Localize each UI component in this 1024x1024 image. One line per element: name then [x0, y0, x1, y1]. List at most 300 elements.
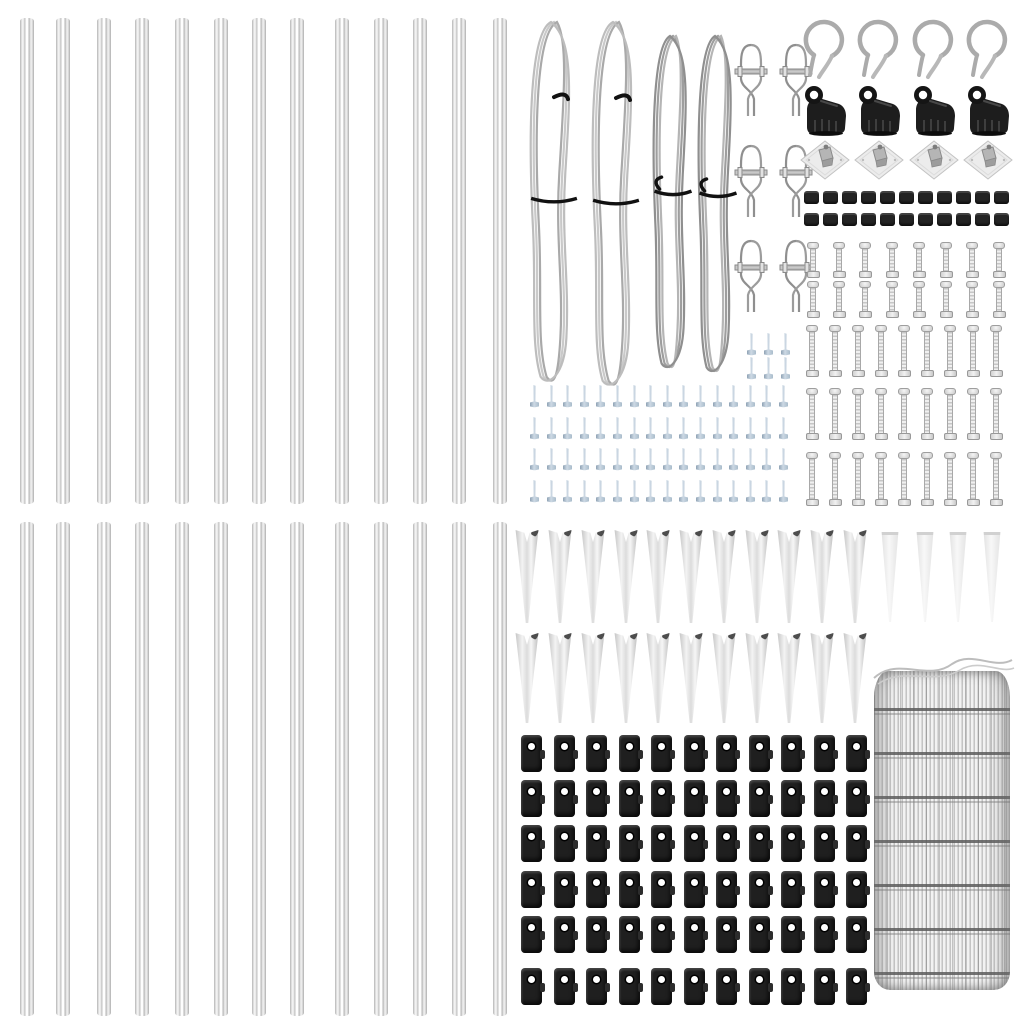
screw [580, 480, 589, 503]
hex-bolt-short-shaft [996, 249, 1002, 271]
mesh-clip [521, 871, 542, 908]
steel-post [493, 522, 507, 1016]
screw [779, 480, 788, 503]
steel-post [374, 18, 388, 504]
round-pipe-clamp-icon [856, 17, 900, 79]
hex-bolt-short-shaft [836, 249, 842, 271]
black-square-plug [956, 213, 971, 226]
black-post-cap-icon [910, 84, 956, 136]
hex-bolt-short [858, 242, 872, 278]
hex-bolt-long-shaft [970, 395, 976, 433]
mesh-clip [554, 780, 575, 817]
hex-bolt-long-nut [898, 499, 911, 506]
hex-bolt-short-shaft [943, 288, 949, 311]
screw [646, 417, 655, 440]
ground-spike [744, 530, 770, 623]
ground-spike [809, 633, 835, 723]
hex-bolt-short-head [940, 242, 952, 249]
hex-bolt-short [885, 242, 899, 278]
steel-post [135, 18, 149, 504]
mesh-clip [619, 780, 640, 817]
hex-bolt-short-nut [807, 271, 820, 278]
steel-post [56, 18, 70, 504]
hex-bolt-short-head [833, 242, 845, 249]
tension-wire-coil-icon [652, 32, 694, 372]
mesh-clip [716, 780, 737, 817]
black-square-plug [899, 191, 914, 204]
mesh-clip [749, 871, 770, 908]
hex-bolt-short-head [807, 242, 819, 249]
screw [679, 385, 688, 408]
hex-bolt-long [805, 452, 819, 506]
ground-spike [678, 530, 704, 623]
screw [746, 448, 755, 471]
screw [646, 448, 655, 471]
steel-post [335, 18, 349, 504]
screw [530, 417, 539, 440]
hex-bolt-short-head [966, 242, 978, 249]
hex-bolt-long-head [806, 452, 818, 459]
ground-spike [776, 530, 802, 623]
hex-bolt-long [874, 452, 888, 506]
black-square-plug [956, 191, 971, 204]
hex-bolt-long [966, 452, 980, 506]
hex-bolt-long-nut [944, 433, 957, 440]
mesh-clip [554, 871, 575, 908]
hex-bolt-long-shaft [809, 332, 815, 370]
mesh-clip [521, 735, 542, 772]
hex-bolt-long [851, 388, 865, 440]
hex-bolt-short-nut [886, 271, 899, 278]
mesh-clip [521, 825, 542, 862]
mesh-clip [586, 780, 607, 817]
hex-bolt-long-shaft [993, 459, 999, 499]
hex-bolt-short-head [886, 281, 898, 288]
steel-post [20, 18, 34, 504]
hex-bolt-long-head [921, 325, 933, 332]
mesh-clip [651, 968, 672, 1005]
screw [781, 357, 790, 380]
screw [696, 448, 705, 471]
screw [630, 417, 639, 440]
mesh-clip [521, 968, 542, 1005]
ground-spike-faded [948, 532, 968, 622]
screw [713, 480, 722, 503]
steel-post [493, 18, 507, 504]
steel-post [214, 18, 228, 504]
hex-bolt-short-shaft [810, 249, 816, 271]
black-square-plug [880, 213, 895, 226]
hex-bolt-long [989, 452, 1003, 506]
steel-post [214, 522, 228, 1016]
screw [746, 480, 755, 503]
hex-bolt-long-head [875, 325, 887, 332]
steel-post [413, 522, 427, 1016]
mesh-clip [684, 825, 705, 862]
hex-bolt-long-shaft [855, 459, 861, 499]
hex-bolt-short-shaft [889, 288, 895, 311]
round-pipe-clamp-icon [802, 17, 846, 79]
hex-bolt-long-head [806, 325, 818, 332]
hex-bolt-long-head [967, 388, 979, 395]
hex-bolt-long [966, 325, 980, 377]
mesh-clip [814, 871, 835, 908]
screw [762, 385, 771, 408]
screw [547, 480, 556, 503]
hex-bolt-long-nut [829, 370, 842, 377]
screw [596, 448, 605, 471]
screw [530, 480, 539, 503]
hex-bolt-long-shaft [809, 459, 815, 499]
black-square-plug [937, 191, 952, 204]
screw [547, 385, 556, 408]
hex-bolt-short-nut [833, 271, 846, 278]
hex-bolt-short-shaft [996, 288, 1002, 311]
screw [746, 417, 755, 440]
anchor-base-plate-icon [853, 139, 905, 183]
hex-bolt-long-head [990, 388, 1002, 395]
hex-bolt-short-head [859, 242, 871, 249]
screw [747, 333, 756, 356]
mesh-clip [814, 780, 835, 817]
black-square-plug [937, 213, 952, 226]
screw [713, 385, 722, 408]
hex-bolt-long-head [875, 452, 887, 459]
hex-bolt-short [912, 281, 926, 318]
hex-bolt-long-shaft [855, 395, 861, 433]
mesh-clip [814, 825, 835, 862]
round-pipe-clamp-icon [965, 17, 1009, 79]
ground-spike [744, 633, 770, 723]
mesh-clip [781, 825, 802, 862]
anchor-base-plate-icon [908, 139, 960, 183]
hex-bolt-long [874, 325, 888, 377]
mesh-clip [846, 871, 867, 908]
mesh-clip [749, 735, 770, 772]
mesh-clip [554, 968, 575, 1005]
screw [746, 385, 755, 408]
mesh-clip [586, 968, 607, 1005]
hex-bolt-long-shaft [832, 395, 838, 433]
mesh-clip [684, 780, 705, 817]
hex-bolt-short-head [993, 281, 1005, 288]
hex-bolt-long [943, 388, 957, 440]
ground-spike [645, 633, 671, 723]
mesh-clip [619, 735, 640, 772]
hex-bolt-long-nut [921, 433, 934, 440]
hex-bolt-short-shaft [916, 288, 922, 311]
hex-bolt-short-head [966, 281, 978, 288]
steel-post [452, 18, 466, 504]
hex-bolt-long-head [829, 325, 841, 332]
ground-spike [776, 633, 802, 723]
screw [646, 385, 655, 408]
mesh-clip [846, 968, 867, 1005]
hex-bolt-long-nut [875, 370, 888, 377]
hex-bolt-long-head [829, 452, 841, 459]
black-square-plug [861, 191, 876, 204]
hex-bolt-long-head [829, 388, 841, 395]
steel-post [135, 522, 149, 1016]
hex-bolt-long-nut [829, 433, 842, 440]
ground-spike [514, 633, 540, 723]
ground-spike [842, 633, 868, 723]
mesh-clip [716, 968, 737, 1005]
hex-bolt-long-head [898, 452, 910, 459]
screw [762, 448, 771, 471]
hex-bolt-long-head [990, 452, 1002, 459]
hex-bolt-long-shaft [924, 332, 930, 370]
hex-bolt-long-head [990, 325, 1002, 332]
hex-bolt-long-shaft [924, 395, 930, 433]
black-square-plug [975, 191, 990, 204]
mesh-clip [781, 735, 802, 772]
hex-bolt-long-head [921, 388, 933, 395]
mesh-clip [716, 825, 737, 862]
hex-bolt-long [828, 325, 842, 377]
hex-bolt-long-nut [921, 370, 934, 377]
screw [679, 448, 688, 471]
black-square-plug [823, 191, 838, 204]
ground-spike [842, 530, 868, 623]
hex-bolt-short-nut [886, 311, 899, 318]
mesh-clip [749, 968, 770, 1005]
hex-bolt-long-head [898, 388, 910, 395]
steel-post [175, 18, 189, 504]
hex-bolt-long [943, 325, 957, 377]
black-square-plug [994, 213, 1009, 226]
black-square-plug [880, 191, 895, 204]
hex-bolt-long-nut [898, 433, 911, 440]
hex-bolt-short-head [940, 281, 952, 288]
hex-bolt-long [897, 388, 911, 440]
hex-bolt-short-nut [859, 271, 872, 278]
mesh-clip [684, 871, 705, 908]
hex-bolt-long-head [898, 325, 910, 332]
hex-bolt-long [851, 325, 865, 377]
hex-bolt-short-shaft [810, 288, 816, 311]
hex-bolt-long-head [944, 325, 956, 332]
hex-bolt-long-head [944, 388, 956, 395]
screw [713, 448, 722, 471]
mesh-clip [846, 780, 867, 817]
hex-bolt-long [966, 388, 980, 440]
steel-post [290, 522, 304, 1016]
tension-wire-coil-icon [697, 32, 739, 376]
mesh-clip [651, 871, 672, 908]
hex-bolt-long-shaft [947, 332, 953, 370]
hex-bolt-long-head [806, 388, 818, 395]
hex-bolt-long [851, 452, 865, 506]
mesh-clip [814, 735, 835, 772]
anchor-base-plate-icon [962, 139, 1014, 183]
black-square-plug [899, 213, 914, 226]
hex-bolt-short-shaft [943, 249, 949, 271]
ground-spike [711, 530, 737, 623]
hex-bolt-short-head [913, 281, 925, 288]
tension-wire-coil-icon [528, 18, 580, 386]
screw [563, 417, 572, 440]
black-post-cap-icon [801, 84, 847, 136]
anchor-base-plate-icon [799, 139, 851, 183]
hex-bolt-long-shaft [924, 459, 930, 499]
hex-bolt-short [939, 242, 953, 278]
screw [729, 385, 738, 408]
steel-post [335, 522, 349, 1016]
hex-bolt-long [989, 388, 1003, 440]
black-square-plug [842, 191, 857, 204]
hex-bolt-short-head [833, 281, 845, 288]
hex-bolt-long-head [852, 388, 864, 395]
mesh-clip [846, 916, 867, 953]
mesh-clip [651, 916, 672, 953]
mesh-clip [716, 871, 737, 908]
mesh-clip [619, 968, 640, 1005]
hex-bolt-long-shaft [901, 395, 907, 433]
mesh-clip [521, 916, 542, 953]
ground-spike [580, 633, 606, 723]
hex-bolt-long [828, 452, 842, 506]
hex-bolt-long-shaft [855, 332, 861, 370]
black-square-plug [861, 213, 876, 226]
ground-spike [613, 633, 639, 723]
hex-bolt-long-shaft [970, 332, 976, 370]
hex-bolt-long-nut [944, 499, 957, 506]
screw [663, 385, 672, 408]
hex-bolt-long-shaft [878, 459, 884, 499]
mesh-clip [651, 780, 672, 817]
screw [696, 385, 705, 408]
hex-bolt-long [989, 325, 1003, 377]
hex-bolt-long-head [921, 452, 933, 459]
ground-spike [711, 633, 737, 723]
ground-spike [547, 530, 573, 623]
screw [563, 448, 572, 471]
hex-bolt-short-shaft [862, 288, 868, 311]
hex-bolt-long-head [875, 388, 887, 395]
hex-bolt-long-nut [990, 370, 1003, 377]
wire-strainer-icon [735, 238, 767, 314]
mesh-clip [651, 825, 672, 862]
screw [696, 480, 705, 503]
screw [713, 417, 722, 440]
hex-bolt-long [897, 325, 911, 377]
screw [781, 333, 790, 356]
screw [530, 448, 539, 471]
screw [530, 385, 539, 408]
screw [630, 448, 639, 471]
mesh-clip [749, 780, 770, 817]
screw [779, 417, 788, 440]
hex-bolt-long-shaft [993, 332, 999, 370]
hex-bolt-long-nut [806, 370, 819, 377]
screw [762, 480, 771, 503]
mesh-clip [651, 735, 672, 772]
steel-post [97, 522, 111, 1016]
hex-bolt-long [897, 452, 911, 506]
hex-bolt-long [920, 452, 934, 506]
mesh-clip [716, 916, 737, 953]
hex-bolt-short-head [886, 242, 898, 249]
screw [663, 480, 672, 503]
hex-bolt-short-head [807, 281, 819, 288]
hex-bolt-long-head [852, 452, 864, 459]
screw [646, 480, 655, 503]
mesh-clip [846, 825, 867, 862]
ground-spike [678, 633, 704, 723]
screw [613, 480, 622, 503]
hex-bolt-long-nut [806, 433, 819, 440]
hex-bolt-short-nut [940, 271, 953, 278]
wire-mesh-roll [874, 671, 1010, 990]
steel-post [290, 18, 304, 504]
mesh-clip [781, 916, 802, 953]
screw [563, 480, 572, 503]
screw [762, 417, 771, 440]
hex-bolt-short-nut [940, 311, 953, 318]
screw [613, 417, 622, 440]
black-square-plug [918, 213, 933, 226]
steel-post [452, 522, 466, 1016]
ground-spike [514, 530, 540, 623]
screw [547, 448, 556, 471]
hex-bolt-short-shaft [916, 249, 922, 271]
mesh-clip [619, 825, 640, 862]
hex-bolt-short [992, 242, 1006, 278]
hex-bolt-long-shaft [947, 395, 953, 433]
screw [580, 417, 589, 440]
hex-bolt-long-nut [967, 433, 980, 440]
screw [613, 448, 622, 471]
hex-bolt-short-shaft [862, 249, 868, 271]
ground-spike [547, 633, 573, 723]
hex-bolt-short-head [993, 242, 1005, 249]
mesh-clip [781, 871, 802, 908]
hex-bolt-long-shaft [832, 459, 838, 499]
steel-post [97, 18, 111, 504]
screw [779, 385, 788, 408]
screw [596, 417, 605, 440]
hex-bolt-long-shaft [878, 332, 884, 370]
hex-bolt-short-nut [993, 311, 1006, 318]
hex-bolt-long-nut [806, 499, 819, 506]
screw [663, 417, 672, 440]
hex-bolt-long [943, 452, 957, 506]
mesh-clip [684, 735, 705, 772]
hex-bolt-long-shaft [878, 395, 884, 433]
hex-bolt-long-nut [967, 370, 980, 377]
mesh-clip [716, 735, 737, 772]
hex-bolt-short-shaft [969, 288, 975, 311]
mesh-clip [749, 916, 770, 953]
black-square-plug [994, 191, 1009, 204]
wire-strainer-icon [735, 42, 767, 118]
hex-bolt-long-shaft [809, 395, 815, 433]
hex-bolt-long-head [967, 325, 979, 332]
hex-bolt-long-head [967, 452, 979, 459]
mesh-clip [619, 871, 640, 908]
mesh-clip [619, 916, 640, 953]
hex-bolt-short [806, 242, 820, 278]
mesh-clip [554, 916, 575, 953]
hex-bolt-short [939, 281, 953, 318]
hex-bolt-long-nut [921, 499, 934, 506]
hex-bolt-short [965, 242, 979, 278]
black-square-plug [918, 191, 933, 204]
hex-bolt-short-nut [966, 311, 979, 318]
hex-bolt-long-nut [990, 433, 1003, 440]
hex-bolt-long-shaft [832, 332, 838, 370]
